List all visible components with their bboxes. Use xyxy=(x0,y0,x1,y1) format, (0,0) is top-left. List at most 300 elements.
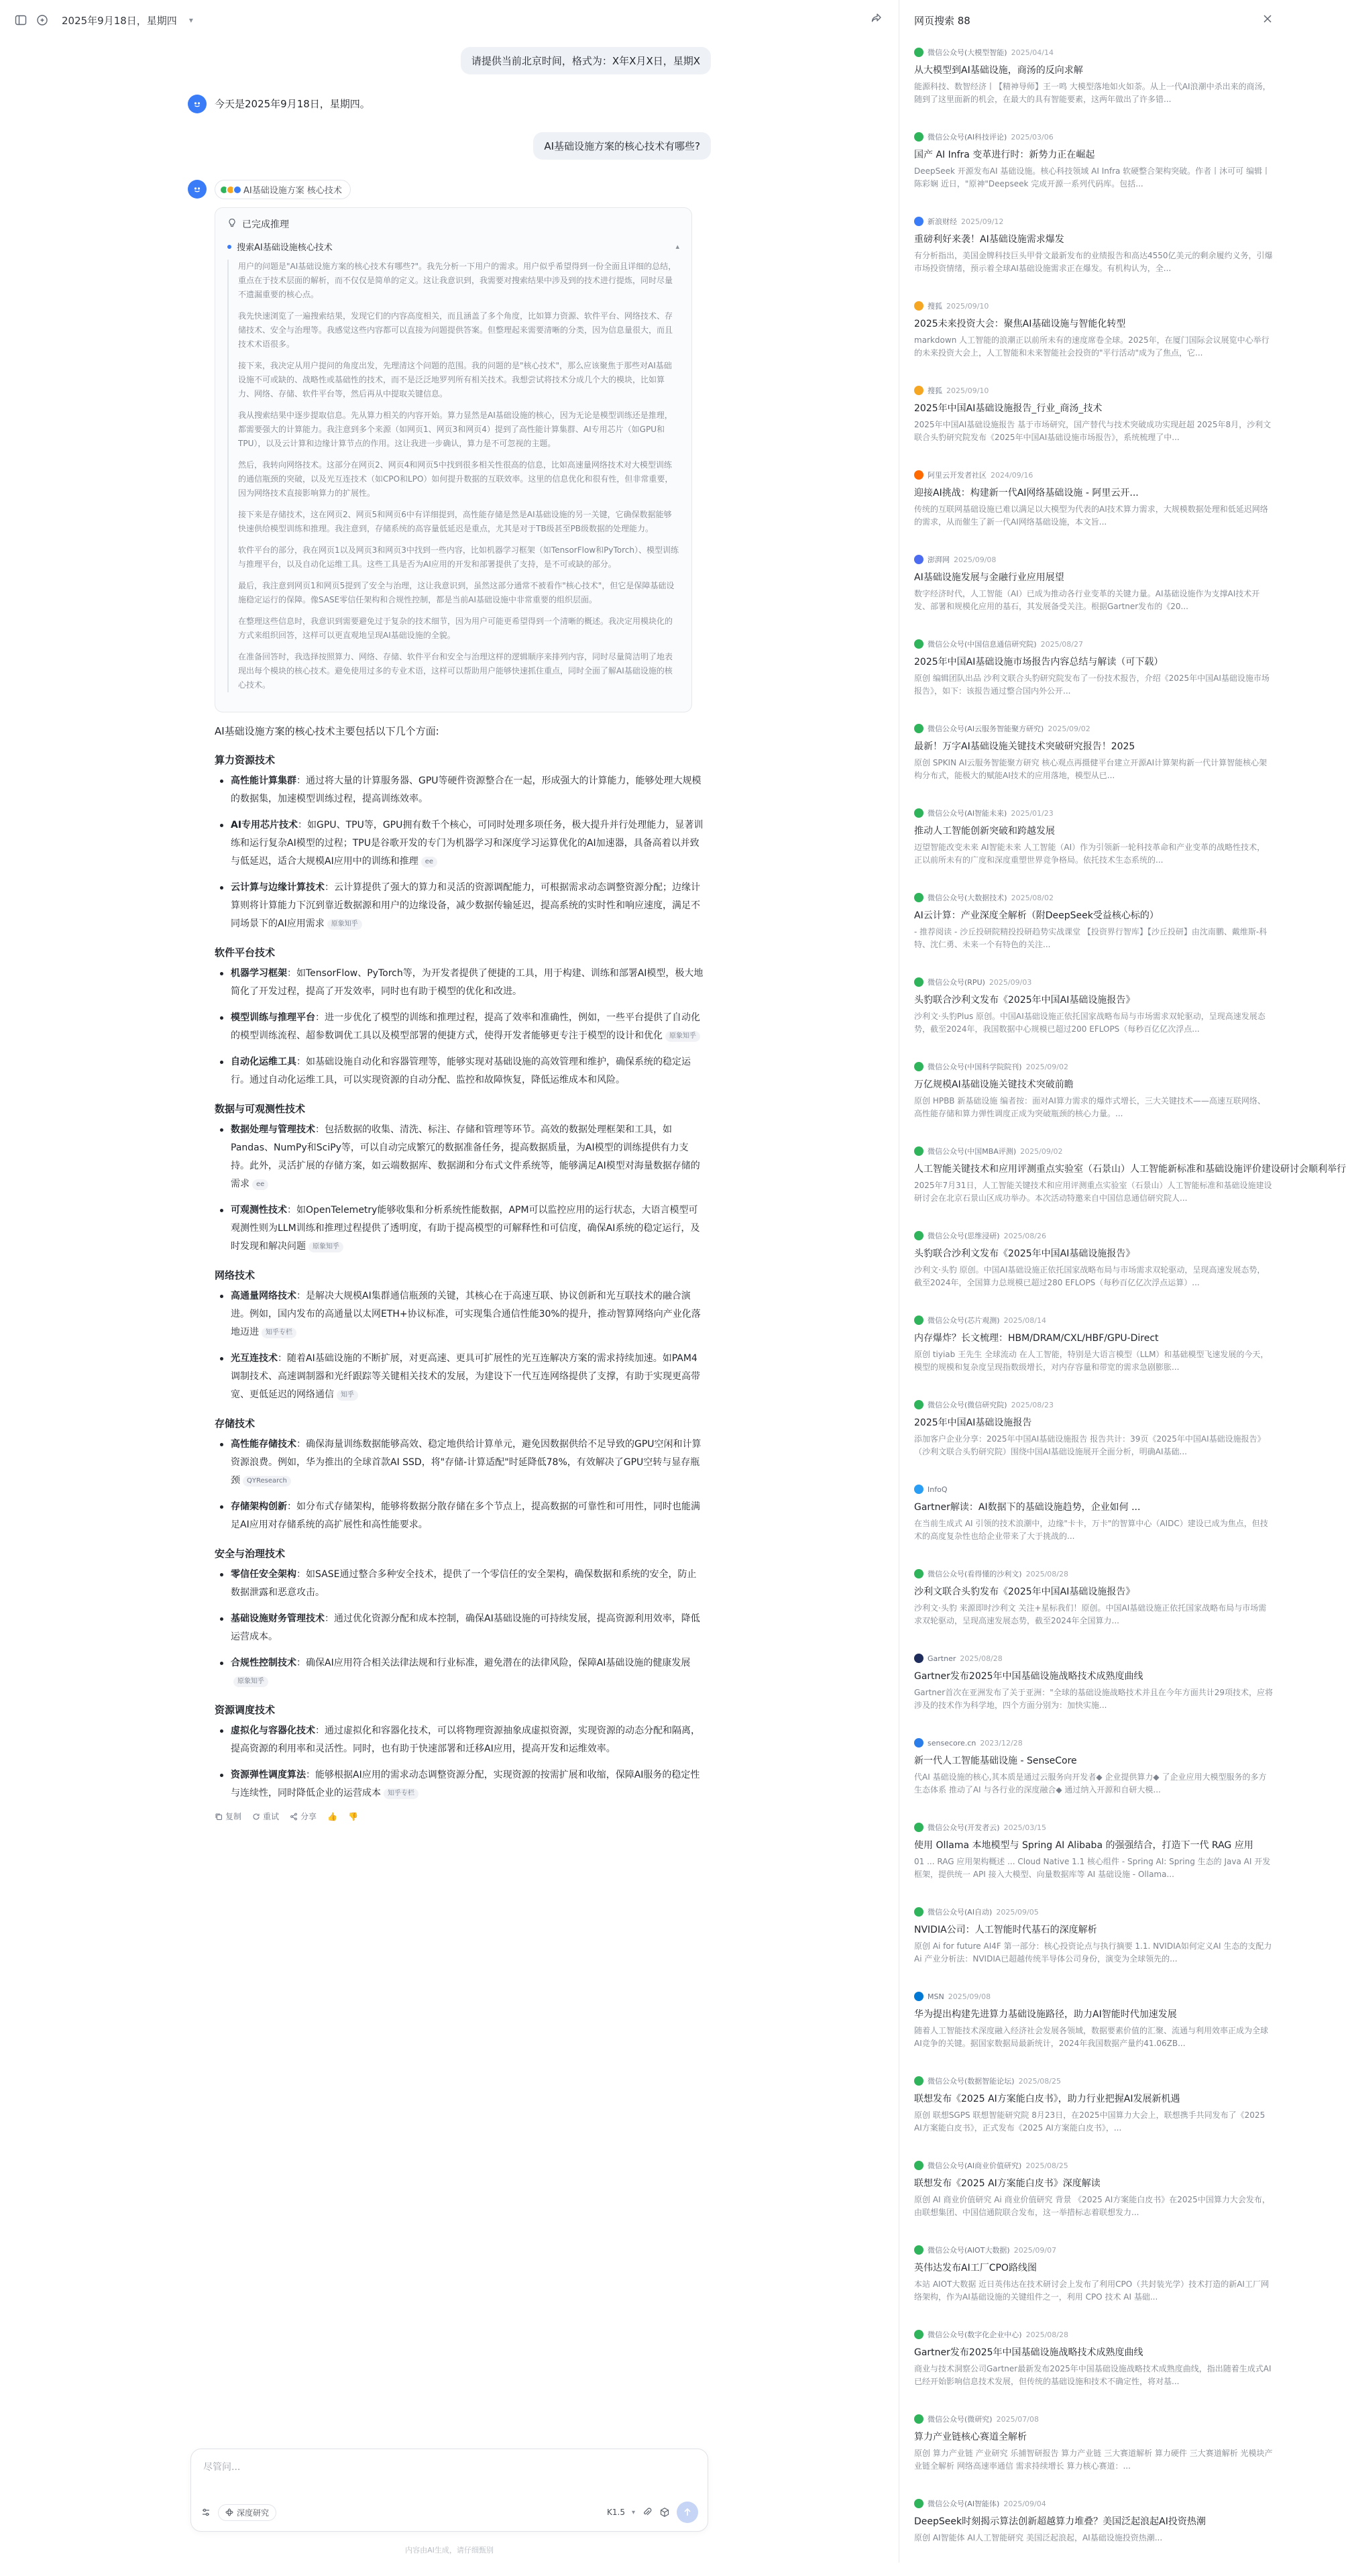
source-meta xyxy=(914,2160,1273,2171)
sources-list xyxy=(899,40,1346,2576)
source-card[interactable] xyxy=(914,294,1273,378)
item-term: 可观测性技术 xyxy=(231,1205,287,1216)
source-card[interactable] xyxy=(914,1815,1273,1900)
section-list xyxy=(215,965,704,1089)
source-date: 2025/09/07 xyxy=(1013,2245,1057,2255)
send-button[interactable] xyxy=(677,2502,698,2523)
share-icon[interactable] xyxy=(871,12,883,24)
tools-icon[interactable] xyxy=(201,2507,211,2518)
source-name: MSN xyxy=(928,1992,944,2001)
reasoning-paragraph: 软件平台的部分，我在网页1以及网页3和网页3中找到一些内容，比如机器学习框架（如TensorFlow和PyTorch）、模型训练与推理平台，以及自动化运维工具。这些工具是否为AI应用的开发和部署提供了支持，是不可或缺的部分。 xyxy=(238,545,679,569)
source-snippet: - 推荐阅读 - 沙丘投研院精投投研趋势实战课堂 【投资界行智库】【沙丘投研】由沈南鹏、戴维斯-科特、沈仁勇、未来一个有特色的关注... xyxy=(914,927,1268,949)
citation-badge[interactable]: ee xyxy=(252,1179,268,1190)
section-heading: 算力资源技术 xyxy=(215,754,276,766)
source-favicon-icon xyxy=(914,893,923,902)
step-dot-icon xyxy=(227,245,231,249)
chevron-up-icon[interactable]: ▴ xyxy=(675,242,679,251)
item-description: ：确保海量训练数据能够高效、稳定地供给计算单元，避免因数据供给不足导致的GPU空闲和计算资源浪费。例如，华为推出的全球首款AI SSD，将"存储-计算适配"时延降低78%，有效解决了GPU空转与显存瓶颈 xyxy=(231,1439,702,1486)
source-title[interactable]: 新一代人工智能基础设施 - SenseCore xyxy=(914,1756,1077,1766)
answer-list-item xyxy=(215,879,704,933)
source-title[interactable]: 人工智能关键技术和应用评测重点实验室（石景山）人工智能新标准和基础设施评价建设研讨会顺利举行 xyxy=(914,1164,1346,1175)
source-title[interactable]: AI基础设施发展与金融行业应用展望 xyxy=(914,572,1064,583)
section-list xyxy=(215,1287,704,1404)
attach-icon[interactable] xyxy=(642,2507,653,2518)
source-title[interactable]: 头豹联合沙利文发布《2025年中国AI基础设施报告》 xyxy=(914,1248,1135,1259)
section-list xyxy=(215,1566,704,1690)
source-name: 微信公众号(大模型智能) xyxy=(928,48,1007,57)
source-name: 微信公众号(AI自动) xyxy=(928,1908,993,1917)
conversation-title[interactable]: 2025年9月18日，星期四 xyxy=(62,14,177,27)
source-meta xyxy=(914,1230,1273,1241)
new-chat-icon[interactable] xyxy=(36,14,48,26)
source-title[interactable]: 使用 Ollama 本地模型与 Spring AI Alibaba 的强强结合，打造下一代 RAG 应用 xyxy=(914,1840,1253,1851)
source-card[interactable] xyxy=(914,2153,1273,2238)
source-snippet: 原创 Ai for future AI4F 第一部分：核心投资论点与执行摘要 1.1. NVIDIA如何定义AI 生态的支配力 Ai 产业分析法：NVIDIA已超越传统半导体公司身份，演变为全球领先的... xyxy=(914,1941,1272,1964)
section-heading: 网络技术 xyxy=(215,1269,256,1281)
source-date: 2025/09/10 xyxy=(946,301,989,311)
source-meta xyxy=(914,2329,1273,2340)
source-meta xyxy=(914,892,1273,903)
source-favicon-icon xyxy=(914,470,923,480)
item-description: ：云计算提供了强大的算力和灵活的资源调配能力，可根据需求动态调整资源分配；边缘计算则将计算能力下沉到靠近数据源和用户的边缘设备，减少数据传输延迟，提高系统的实时性和响应速度，满足不同场景下的AI应用需求 xyxy=(231,882,700,929)
composer-toolbar xyxy=(201,2502,698,2523)
source-name: 微信公众号(AIOT大数据) xyxy=(928,2246,1010,2255)
source-card[interactable] xyxy=(914,2491,1273,2576)
source-title[interactable]: 重磅利好来袭！AI基础设施需求爆发 xyxy=(914,234,1064,245)
reasoning-paragraph: 我先快速浏览了一遍搜索结果，发现它们的内容高度相关，而且涵盖了多个角度，比如算力资源、软件平台、网络技术、存储技术、安全与治理等。我感觉这些内容都可以直接为问题提供答案。但整理起来需要清晰的分类，因为信息量很大，而且技术术语很多。 xyxy=(238,311,673,349)
retry-button[interactable]: 重试 xyxy=(252,1811,279,1822)
source-favicon-icon xyxy=(914,1231,923,1240)
source-name: 微信公众号(中国信息通信研究院) xyxy=(928,640,1037,649)
reasoning-paragraph: 最后，我注意到网页1和网页5提到了安全与治理，这让我意识到，虽然这部分通常不被看作"核心技术"，但它是保障基础设施稳定运行的保障。像SASE零信任架构和合规性控制，都是当前AI基础设施中非常重要的组织层面。 xyxy=(238,581,675,604)
source-title[interactable]: 最新！万字AI基础设施关键技术突破研究报告！2025 xyxy=(914,741,1135,752)
citation-badge[interactable]: 原象知乎 xyxy=(233,1676,268,1687)
source-favicon-icon xyxy=(914,301,923,311)
top-bar xyxy=(0,0,899,40)
answer-list-item xyxy=(215,1566,704,1602)
citation-badge[interactable]: 知乎 xyxy=(337,1390,358,1401)
lightbulb-icon xyxy=(227,218,237,230)
source-favicon-icon xyxy=(914,1569,923,1578)
source-meta xyxy=(914,1822,1273,1833)
source-snippet: 原创 HPBB 新基础设施 编者按：面对AI算力需求的爆炸式增长，三大关键技术——高速互联网络、高性能存储和算力弹性调度正成为突破瓶颈的核心力量。... xyxy=(914,1096,1266,1118)
section-heading: 数据与可观测性技术 xyxy=(215,1103,306,1115)
item-term: 存储架构创新 xyxy=(231,1501,287,1512)
item-description: ：包括数据的收集、清洗、标注、存储和管理等环节。高效的数据处理框架和工具，如Pandas、NumPy和SciPy等，可以自动完成繁冗的数据准备任务，提高数据质量，为AI模型的训练提供有力支持。此外，灵活扩展的存储方案，如云端数据库、数据湖和分布式文件系统等，能够满足AI模型对海量数据存储的需求 xyxy=(231,1124,700,1189)
source-title[interactable]: 2025年中国AI基础设施市场报告内容总结与解读（可下载） xyxy=(914,657,1164,667)
source-name: 搜狐 xyxy=(928,386,942,395)
source-card[interactable] xyxy=(914,2238,1273,2322)
answer-list-item xyxy=(215,772,704,808)
citation-badge[interactable]: ee xyxy=(421,857,437,867)
item-description: ：通过优化资源分配和成本控制，确保AI基础设施的可持续发展，提高资源利用效率，降低运营成本。 xyxy=(231,1613,700,1642)
message-composer[interactable] xyxy=(190,2449,708,2532)
source-title[interactable]: 算力产业链核心赛道全解析 xyxy=(914,2432,1027,2443)
source-snippet: 01 ... RAG 应用架构概述 ... Cloud Native 1.1 核心组件 - Spring AI: Spring 生态的 Java AI 开发框架，提供统一 API 接入大模型、向量数据库等 AI 基础设施 - Ollama... xyxy=(914,1857,1271,1879)
reasoning-paragraph: 在整理这些信息时，我意识到需要避免过于复杂的技术细节，因为用户可能更希望得到一个清晰的概述。我决定用模块化的方式来组织回答，这样可以更直观地呈现AI基础设施的全貌。 xyxy=(238,616,673,640)
source-favicon-icon xyxy=(914,724,923,733)
source-name: 微信公众号(芯片观测) xyxy=(928,1316,1000,1325)
source-meta xyxy=(914,1061,1273,1072)
source-name: 微信公众号(大数据技术) xyxy=(928,894,1007,902)
source-name: 微信公众号(AI商业价值研究) xyxy=(928,2161,1022,2170)
section-list xyxy=(215,1722,704,1803)
source-snippet: DeepSeek 开源发布AI 基础设施。核心科技领域 AI Infra 软硬整合架构突破。作者丨沐可可 编辑丨陈彩娴 近日，"原神"Deepseek 完成开源一系列代码库。包括... xyxy=(914,166,1270,189)
source-date: 2025/09/10 xyxy=(946,386,989,395)
source-date: 2025/08/26 xyxy=(1003,1231,1046,1240)
source-title[interactable]: 2025未来投资大会：聚焦AI基础设施与智能化转型 xyxy=(914,319,1126,329)
source-meta xyxy=(914,1737,1273,1748)
source-card[interactable] xyxy=(914,632,1273,716)
ai-answer-text: 今天是2025年9月18日，星期四。 xyxy=(215,98,370,110)
source-title[interactable]: 迎接AI挑战：构建新一代AI网络基础设施 - 阿里云开... xyxy=(914,488,1139,498)
source-snippet: 代AI 基础设施的核心,其本质是通过云服务向开发者◆ 企业提供算力◆ 了企业应用大模型服务的多方生态体系 推动了AI 与各行业的深度融合◆ 通过纳入开源和自研大模... xyxy=(914,1772,1267,1794)
source-favicon-icon xyxy=(914,2499,923,2508)
source-name: 微信公众号(中国科学院院刊) xyxy=(928,1063,1022,1071)
reasoning-panel xyxy=(215,207,692,712)
answer-list-item xyxy=(215,816,704,871)
source-card[interactable] xyxy=(914,801,1273,885)
user-message: 请提供当前北京时间，格式为：X年X月X日，星期X xyxy=(461,47,711,74)
item-description: ：通过虚拟化和容器化技术，可以将物理资源抽象成虚拟资源，实现资源的动态分配和隔离，提高资源的利用率和灵活性。同时，也有助于快速部署和迁移AI应用，提高开发和运维效率。 xyxy=(231,1725,700,1754)
source-name: 微信公众号(中国MBA评测) xyxy=(928,1147,1017,1156)
citation-badge[interactable]: QYResearch xyxy=(243,1476,291,1487)
item-description: ：如基础设施自动化和容器管理等，能够实现对基础设施的高效管理和维护，确保系统的稳定运行。通过自动化运维工具，可以实现资源的自动分配、监控和故障恢复，降低运维成本和风险。 xyxy=(231,1057,691,1085)
source-name: 微信公众号(思维浸研) xyxy=(928,1232,1000,1240)
source-name: 微信公众号(AI云服务智能聚方研究) xyxy=(928,724,1044,733)
answer-list-item xyxy=(215,1201,704,1256)
source-favicon-icon xyxy=(914,555,923,564)
source-card[interactable] xyxy=(914,1562,1273,1646)
source-favicon-icon xyxy=(914,1738,923,1748)
reasoning-paragraph: 我从搜索结果中逐步提取信息。先从算力相关的内容开始。算力显然是AI基础设施的核心，因为无论是模型训练还是推理，都需要强大的计算能力。我注意到多个来源（如网页1、网页3和网页4）提到了高性能计算集群、AI专用芯片（如GPU和TPU），以及云计算和边缘计算节点的作用。这让我进一步确认，算力是不可忽视的主题。 xyxy=(238,411,673,448)
source-card[interactable] xyxy=(914,970,1273,1055)
source-meta xyxy=(914,131,1273,142)
source-favicon-icon xyxy=(914,2414,923,2424)
item-description: ：进一步优化了模型的训练和推理过程，提高了效率和准确性，例如，一些平台提供了自动化的模型训练流程、超参数调优工具以及模型部署的便捷方式，使得开发者能够更专注于模型的设计和优化 xyxy=(231,1012,700,1041)
source-favicon-icon xyxy=(914,1823,923,1832)
answer-sections xyxy=(215,753,704,1803)
source-favicon-icon xyxy=(914,808,923,818)
source-snippet: 原创 tiyiab 王先生 全球流动 在人工智能，特别是大语言模型（LLM）和基础模型飞速发展的今天，模型的规模和复杂度呈现指数级增长，对内存容量和带宽的需求急剧膨胀... xyxy=(914,1350,1269,1372)
answer-list-item xyxy=(215,1498,704,1534)
source-title[interactable]: 2025年中国AI基础设施报告_行业_商汤_技术 xyxy=(914,403,1103,414)
reasoning-status: 已完成推理 xyxy=(242,219,289,230)
source-card[interactable] xyxy=(914,125,1273,209)
atom-icon xyxy=(225,2508,233,2516)
search-query-label: AI基础设施方案 核心技术 xyxy=(243,186,342,196)
source-name: InfoQ xyxy=(928,1485,948,1494)
source-snippet: 沙利文·头豹Plus 原创。中国AI基础设施正依托国家战略布局与市场需求双轮驱动，呈现高速发展态势，截至2024年，我国数据中心规模已超过200 EFLOPS（每秒百亿亿次浮点... xyxy=(914,1012,1266,1034)
message-input[interactable]: 尽管问... xyxy=(203,2462,241,2473)
source-title[interactable]: AI云计算：产业深度全解析（附DeepSeek受益核心标的） xyxy=(914,910,1159,921)
source-meta xyxy=(914,1399,1273,1410)
source-title[interactable]: Gartner解读：AI数据下的基础设施趋势，企业如何 ... xyxy=(914,1502,1141,1513)
source-meta xyxy=(914,2245,1273,2255)
source-title[interactable]: 2025年中国AI基础设施报告 xyxy=(914,1417,1032,1428)
source-snippet: 2025年中国AI基础设施报告 基于市场研究，国产替代与技术突破成功实现赶超 2025年8月，沙利文联合头豹研究院发布《2025年中国AI基础设施市场报告》，系统梳理了中... xyxy=(914,420,1272,442)
source-name: sensecore.cn xyxy=(928,1738,976,1748)
section-list xyxy=(215,1436,704,1534)
source-name: 澎湃网 xyxy=(928,555,950,564)
item-term: 机器学习框架 xyxy=(231,968,287,979)
source-snippet: 原创 编辑团队出品 沙利文联合头豹研究院发布了一份技术报告，介绍《2025年中国AI基础设施市场报告》，如下：该报告通过整合国内外公开... xyxy=(914,674,1270,696)
source-snippet: 原创 SPKIN AI云服务智能聚方研究 核心观点再摄健平台建立开源AI计算架构新一代计算智能核心架构分布式，能极大的赋能AI技术的应用落地，模型从已... xyxy=(914,758,1268,780)
source-date: 2025/03/06 xyxy=(1011,132,1054,142)
share-icon xyxy=(290,1813,298,1821)
model-selector[interactable]: K1.5 xyxy=(607,2508,625,2517)
source-title[interactable]: 内存爆炸？长文梳理：HBM/DRAM/CXL/HBF/GPU-Direct xyxy=(914,1333,1159,1344)
source-card[interactable] xyxy=(914,1224,1273,1308)
section-list xyxy=(215,772,704,933)
source-card[interactable] xyxy=(914,463,1273,547)
source-card[interactable] xyxy=(914,716,1273,801)
source-favicons xyxy=(219,185,239,195)
source-title[interactable]: Gartner发布2025年中国基础设施战略技术成熟度曲线 xyxy=(914,2347,1143,2358)
source-name: 微信公众号(数字化企业中心) xyxy=(928,2330,1022,2339)
source-favicon-icon xyxy=(914,132,923,142)
source-favicon-icon xyxy=(914,48,923,57)
source-name: 搜狐 xyxy=(928,302,942,311)
source-card[interactable] xyxy=(914,1731,1273,1815)
source-title[interactable]: 联想发布《2025 AI方案能白皮书》深度解读 xyxy=(914,2178,1101,2189)
source-title[interactable]: 联想发布《2025 AI方案能白皮书》，助力行业把握AI发展新机遇 xyxy=(914,2094,1180,2104)
item-term: 模型训练与推理平台 xyxy=(231,1012,315,1023)
source-title[interactable]: 万亿规模AI基础设施关键技术突破前瞻 xyxy=(914,1079,1074,1090)
source-date: 2025/08/28 xyxy=(1025,1569,1068,1578)
source-card[interactable] xyxy=(914,547,1273,632)
source-favicon-icon xyxy=(914,2076,923,2086)
reasoning-paragraph: 然后，我转向网络技术。这部分在网页2、网页4和网页5中找到很多相关性很高的信息，比如高速量网络技术对大模型训练的通信瓶颈的突破，以及光互连技术（如CPO和LPO）如何提升数据的互联效率。这里的信息优化和很有性，但非常重要，因为网络技术直接影响算力的扩展性。 xyxy=(238,460,673,498)
chevron-down-icon[interactable]: ▾ xyxy=(188,15,193,25)
source-snippet: 原创 联想SGPS 联想智能研究院 8月23日，在2025中国算力大会上，联想携手共同发布了《2025 AI方案能白皮书》，正式发布《2025 AI方案能白皮书》，... xyxy=(914,2110,1266,2133)
source-date: 2025/08/27 xyxy=(1040,639,1083,649)
source-meta xyxy=(914,723,1273,734)
sources-panel xyxy=(899,0,1346,2563)
source-card[interactable] xyxy=(914,1393,1273,1477)
cube-icon[interactable] xyxy=(659,2507,670,2518)
reasoning-paragraph: 接下来是存储技术，这在网页2、网页5和网页6中有详细提到，高性能存储是然是AI基础设施的另一关键，它确保数据能够快速供给模型训练和推理。我注意到，存储系统的高容量低延迟是重点，尤其是对于TB级甚至PB级数据的处理能力。 xyxy=(238,510,672,533)
source-date: 2025/09/02 xyxy=(1025,1062,1068,1071)
citation-badge[interactable]: 知乎专栏 xyxy=(262,1328,296,1338)
item-description: ：如分布式存储架构，能够将数据分散存储在多个节点上，提高数据的可靠性和可用性，同时也能满足AI应用对存储系统的高扩展性和高性能要求。 xyxy=(231,1501,700,1530)
source-date: 2025/04/14 xyxy=(1011,48,1054,57)
item-term: 虚拟化与容器化技术 xyxy=(231,1725,315,1736)
source-card[interactable] xyxy=(914,2069,1273,2153)
source-date: 2025/09/08 xyxy=(948,1992,991,2001)
source-name: 微信公众号(看得懂的沙利文) xyxy=(928,1570,1022,1578)
source-date: 2025/08/02 xyxy=(1011,893,1054,902)
source-snippet: 传统的互联网基础设施已难以满足以大模型为代表的AI技术算力需求，大规模数据处理和低延迟网络的需求，从而催生了新一代AI网络基础设施，本文旨... xyxy=(914,504,1268,527)
item-term: 数据处理与管理技术 xyxy=(231,1124,315,1135)
chevron-down-icon[interactable]: ▾ xyxy=(631,2508,635,2516)
source-meta xyxy=(914,385,1273,396)
source-favicon-icon xyxy=(914,1062,923,1071)
source-meta xyxy=(914,1907,1273,1917)
thumbs-down-icon[interactable]: 👎 xyxy=(348,1811,358,1821)
source-meta xyxy=(914,2498,1273,2509)
answer-list-item xyxy=(215,1722,704,1758)
copy-button[interactable]: 复制 xyxy=(215,1811,241,1822)
item-description: ：通过将大量的计算服务器、GPU等硬件资源整合在一起，形成强大的计算能力，能够处理大规模的数据集，加速模型训练过程，提高训练效率。 xyxy=(231,775,702,804)
sources-panel-title: 网页搜索 88 xyxy=(914,14,970,27)
source-meta xyxy=(914,2414,1273,2424)
source-meta xyxy=(914,808,1273,818)
ai-disclaimer: 内容由AI生成，请仔细甄别 xyxy=(405,2546,494,2555)
answer-body xyxy=(215,722,704,1822)
source-card[interactable] xyxy=(914,1308,1273,1393)
source-date: 2025/08/25 xyxy=(1025,2161,1068,2170)
source-favicon-icon xyxy=(914,2245,923,2255)
source-meta xyxy=(914,470,1273,480)
ai-avatar xyxy=(188,180,207,199)
source-name: 微信公众号(AI智能未来) xyxy=(928,809,1007,818)
source-meta xyxy=(914,47,1273,58)
source-card[interactable] xyxy=(914,1646,1273,1731)
answer-list-item xyxy=(215,1287,704,1342)
source-snippet: 迈望智能改变未来 AI智能未来 人工智能（AI）作为引领新一轮科技革命和产业变革的战略性技术，正以前所未有的广度和深度重塑世界竞争格局。依托技术生态系统的... xyxy=(914,843,1266,865)
citation-badge[interactable]: 原象知乎 xyxy=(665,1031,700,1042)
item-term: 基础设施财务管理技术 xyxy=(231,1613,325,1624)
source-title[interactable]: NVIDIA公司：人工智能时代基石的深度解析 xyxy=(914,1925,1097,1935)
item-term: 高性能计算集群 xyxy=(231,775,296,786)
source-date: 2025/08/28 xyxy=(960,1654,1003,1663)
source-name: Gartner xyxy=(928,1654,956,1663)
source-card[interactable] xyxy=(914,1139,1346,1224)
source-snippet: 有分析指出，美国金牌科技巨头甲骨文最新发布的业绩报告和高达4550亿美元的剩余履约义务，引爆市场投资情绪，预示着全球AI基础设施需求正在爆发。有机构认为，全... xyxy=(914,251,1273,273)
reasoning-header[interactable] xyxy=(227,217,679,231)
source-favicon-icon xyxy=(914,1485,923,1494)
source-card[interactable] xyxy=(914,40,1273,125)
citation-badge[interactable]: 原象知乎 xyxy=(309,1242,343,1252)
item-term: 合规性控制技术 xyxy=(231,1658,296,1668)
message-actions xyxy=(215,1811,704,1822)
answer-list-item xyxy=(215,1766,704,1803)
ai-avatar xyxy=(188,95,207,113)
source-title[interactable]: Gartner发布2025年中国基础设施战略技术成熟度曲线 xyxy=(914,1671,1143,1682)
item-description: ：随着AI基础设施的不断扩展，对更高速、更具可扩展性的光互连解决方案的需求持续加速。如PAM4调制技术、高速调制器和光纤跟踪等关键相关技术的发展，为建设下一代互连网络提供了支撑，有助于实现更高带宽、更低延迟的网络通信 xyxy=(231,1353,700,1400)
copy-icon xyxy=(215,1813,223,1821)
answer-list-item xyxy=(215,1053,704,1089)
source-meta xyxy=(914,554,1273,565)
source-meta xyxy=(914,216,1273,227)
citation-badge[interactable]: 知乎专栏 xyxy=(384,1788,418,1799)
source-favicon-icon xyxy=(914,2330,923,2339)
source-favicon-icon xyxy=(914,217,923,226)
source-card[interactable] xyxy=(914,1477,1273,1562)
source-name: 微信公众号(微信研究院) xyxy=(928,1401,1007,1409)
sources-panel-header xyxy=(899,0,1288,40)
source-snippet: markdown 人工智能的浪潮正以前所未有的速度席卷全球。2025年，在厦门国际会议展览中心举行的未来投资大会上，人工智能和未来智能社会投资的"平行活动"成为了焦点，它... xyxy=(914,335,1270,358)
source-meta xyxy=(914,1146,1273,1157)
source-name: 微信公众号(数据智能论坛) xyxy=(928,2077,1015,2086)
item-description: ：如GPU、TPU等，GPU拥有数千个核心，可同时处理多项任务，极大提升并行处理能力，显著训练和运行复杂AI模型的过程；TPU是谷歌开发的专门为机器学习和深度学习运算优化的AI加速器，具备高着以并致与低延迟，适合大规模AI应用中的训练和推理 xyxy=(231,820,704,867)
source-title[interactable]: 头豹联合沙利文发布《2025年中国AI基础设施报告》 xyxy=(914,995,1135,1006)
source-favicon-icon xyxy=(914,1992,923,2001)
search-sources-pill[interactable] xyxy=(215,180,351,199)
item-term: 高性能存储技术 xyxy=(231,1439,296,1450)
source-title[interactable]: 从大模型到AI基础设施，商汤的反向求解 xyxy=(914,65,1083,76)
source-card[interactable] xyxy=(914,885,1273,970)
source-title[interactable]: 国产 AI Infra 变革进行时：新势力正在崛起 xyxy=(914,150,1095,160)
source-meta xyxy=(914,1653,1273,1664)
source-snippet: 2025年7月31日，人工智能关键技术和应用评测重点实验室（石景山）人工智能标准和基础设施建设研讨会在北京石景山区成功举办。本次活动特邀来自中国信息通信研究院人... xyxy=(914,1181,1272,1203)
source-favicon-icon xyxy=(914,1654,923,1663)
source-snippet: 原创 AI 商业价值研究 Ai 商业价值研究 背景 《2025 AI方案能白皮书》在2025中国算力大会发布，由联想集团、中国信通院联合发布，这一举措标志着联想发力... xyxy=(914,2195,1270,2217)
source-favicon-icon xyxy=(914,1907,923,1917)
source-card[interactable] xyxy=(914,1984,1273,2069)
source-meta xyxy=(914,1991,1273,2002)
source-card[interactable] xyxy=(914,1055,1273,1139)
answer-intro: AI基础设施方案的核心技术主要包括以下几个方面: xyxy=(215,725,439,737)
source-favicon-icon xyxy=(914,1400,923,1409)
section-heading: 软件平台技术 xyxy=(215,947,276,959)
user-message: AI基础设施方案的核心技术有哪些? xyxy=(533,132,711,160)
item-description: ：如TensorFlow、PyTorch等，为开发者提供了便捷的工具，用于构建、训练和部署AI模型，极大地简化了开发过程，提高了开发效率，同时也有助于模型的优化和改进。 xyxy=(231,968,704,997)
source-title[interactable]: DeepSeek时刻揭示算法创新超越算力堆叠？美国泛起浪起AI投资热潮 xyxy=(914,2516,1206,2527)
source-card[interactable] xyxy=(914,2407,1273,2491)
source-card[interactable] xyxy=(914,209,1273,294)
source-snippet: 数字经济时代，人工智能（AI）已成为推动各行业变革的关键力量。AI基础设施作为支撑AI技术开发、部署和规模化应用的基石，其发展备受关注。根据Gartner发布的《20... xyxy=(914,589,1260,611)
source-title[interactable]: 推动人工智能创新突破和跨越发展 xyxy=(914,826,1055,837)
item-description: ：如OpenTelemetry能够收集和分析系统性能数据，APM可以监控应用的运行状态，大语言模型可观测性则为LLM训练和推理过程提供了透明度，有助于提高模型的可解释性和可信度，确保AI系统的稳定运行，及时发现和解决问题 xyxy=(231,1205,700,1252)
source-meta xyxy=(914,2076,1273,2086)
source-card[interactable] xyxy=(914,1900,1273,1984)
deep-research-toggle[interactable]: 深度研究 xyxy=(218,2504,276,2521)
answer-list-item xyxy=(215,1009,704,1045)
source-date: 2025/09/03 xyxy=(989,977,1032,987)
reasoning-paragraph: 接下来，我决定从用户提问的角度出发，先理清这个问题的范围。我的问题的是"核心技术"，那么应该聚焦于那些对AI基础设施不可或缺的、战略性或基础性的技术，而不是泛泛地罗列所有相关技术。我想尝试将技术分成几个大的模块，比如算力、网络、存储、软件平台等，然后再从中提取关键信息。 xyxy=(238,361,672,398)
source-meta xyxy=(914,639,1273,649)
section-heading: 资源调度技术 xyxy=(215,1704,276,1716)
reasoning-paragraph: 在准备回答时，我选择按照算力、网络、存储、软件平台和安全与治理这样的逻辑顺序来排列内容，同时尽量简洁明了地表现出每个模块的核心技术。避免使用过多的专业术语，这样可以帮助用户能够快速抓住重点，同时全面了解AI基础设施的核心技术。 xyxy=(238,652,673,690)
source-name: 新浪财经 xyxy=(928,217,957,226)
reasoning-step[interactable] xyxy=(227,240,679,253)
answer-list-item xyxy=(215,965,704,1001)
source-snippet: 在当前生成式 AI 引领的技术浪潮中，边缘"卡卡，万卡"的智算中心（AIDC）建设已成为焦点，但技术的高度复杂性也给企业带来了大于挑战的... xyxy=(914,1519,1268,1541)
close-icon[interactable] xyxy=(1262,13,1273,24)
answer-list-item xyxy=(215,1654,704,1690)
source-card[interactable] xyxy=(914,378,1273,463)
source-date: 2025/08/25 xyxy=(1018,2076,1061,2086)
source-title[interactable]: 沙利文联合头豹发布《2025年中国AI基础设施报告》 xyxy=(914,1587,1135,1597)
reasoning-step-label: 搜索AI基础设施核心技术 xyxy=(237,243,333,253)
item-term: AI专用芯片技术 xyxy=(231,820,298,830)
source-date: 2025/08/28 xyxy=(1025,2330,1068,2339)
source-date: 2025/07/08 xyxy=(996,2414,1039,2424)
source-meta xyxy=(914,977,1273,987)
source-name: 微信公众号(开发者云) xyxy=(928,1823,1000,1832)
sidebar-toggle-icon[interactable] xyxy=(15,14,27,26)
answer-list-item xyxy=(215,1610,704,1646)
source-date: 2025/09/12 xyxy=(961,217,1004,226)
source-title[interactable]: 华为提出构建先进算力基础设施路径，助力AI智能时代加速发展 xyxy=(914,2009,1177,2020)
share-button[interactable]: 分享 xyxy=(290,1811,317,1822)
source-snippet: 沙利文·头豹 原创。中国AI基础设施正依托国家战略布局与市场需求双轮驱动，呈现高速发展态势，截至2024年，全国算力总规模已超过280 EFLOPS（每秒百亿亿次浮点运算）... xyxy=(914,1265,1266,1287)
item-term: 零信任安全架构 xyxy=(231,1569,296,1580)
source-title[interactable]: 英伟达发布AI工厂CPO路线图 xyxy=(914,2263,1037,2273)
citation-badge[interactable]: 原象知乎 xyxy=(327,919,362,930)
source-date: 2025/08/23 xyxy=(1011,1400,1054,1409)
answer-list-item xyxy=(215,1350,704,1404)
source-name: 阿里云开发者社区 xyxy=(928,471,987,480)
section-heading: 安全与治理技术 xyxy=(215,1548,286,1560)
source-date: 2025/09/02 xyxy=(1048,724,1090,733)
arrow-up-icon xyxy=(683,2508,692,2517)
thumbs-up-icon[interactable]: 👍 xyxy=(327,1811,337,1821)
ai-message xyxy=(188,180,711,1822)
source-card[interactable] xyxy=(914,2322,1273,2407)
